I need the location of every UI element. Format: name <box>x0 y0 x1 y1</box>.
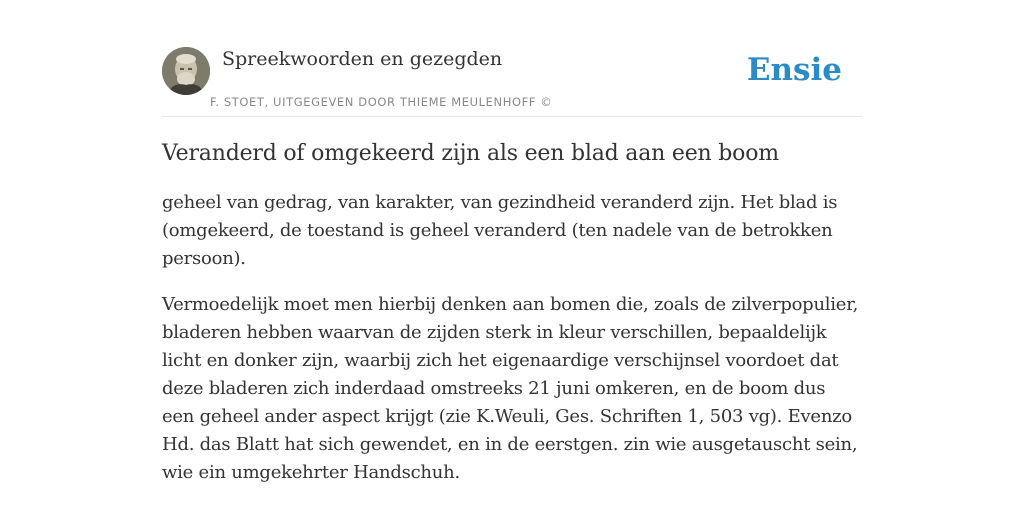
entry-article <box>162 138 862 505</box>
entry-paragraph-1: geheel van gedrag, van karakter, van gezindheid veranderd zijn. Het blad is (omgekeerd, de toestand is geheel veranderd (ten nadele van de betrokken persoon). <box>162 192 838 269</box>
entry-title: Veranderd of omgekeerd zijn als een blad aan een boom <box>162 141 779 166</box>
ensie-logo[interactable]: Ensie <box>746 52 842 88</box>
header <box>162 44 862 117</box>
book-credit: F. STOET, UITGEGEVEN DOOR THIEME MEULENHOFF © <box>210 95 553 109</box>
author-avatar <box>162 47 210 95</box>
book-title[interactable]: Spreekwoorden en gezegden <box>222 48 503 70</box>
author-portrait-image <box>162 47 210 95</box>
entry-paragraph-2: Vermoedelijk moet men hierbij denken aan bomen die, zoals de zilverpopulier, bladeren hebben waarvan de zijden sterk in kleur verschillen, bepaaldelijk licht en donker zijn, waarbij zich het eigenaardige verschijnsel voordoet dat deze bladeren zich inderdaad omstreeks 21 juni omkeren, en de boom dus een geheel ander aspect krijgt (zie K.Weuli, Ges. Schriften 1, 503 vg). Evenzo Hd. das Blatt hat sich gewendet, en in de eerstgen. zin wie ausgetauscht sein, wie ein umgekehrter Handschuh. <box>162 294 859 483</box>
